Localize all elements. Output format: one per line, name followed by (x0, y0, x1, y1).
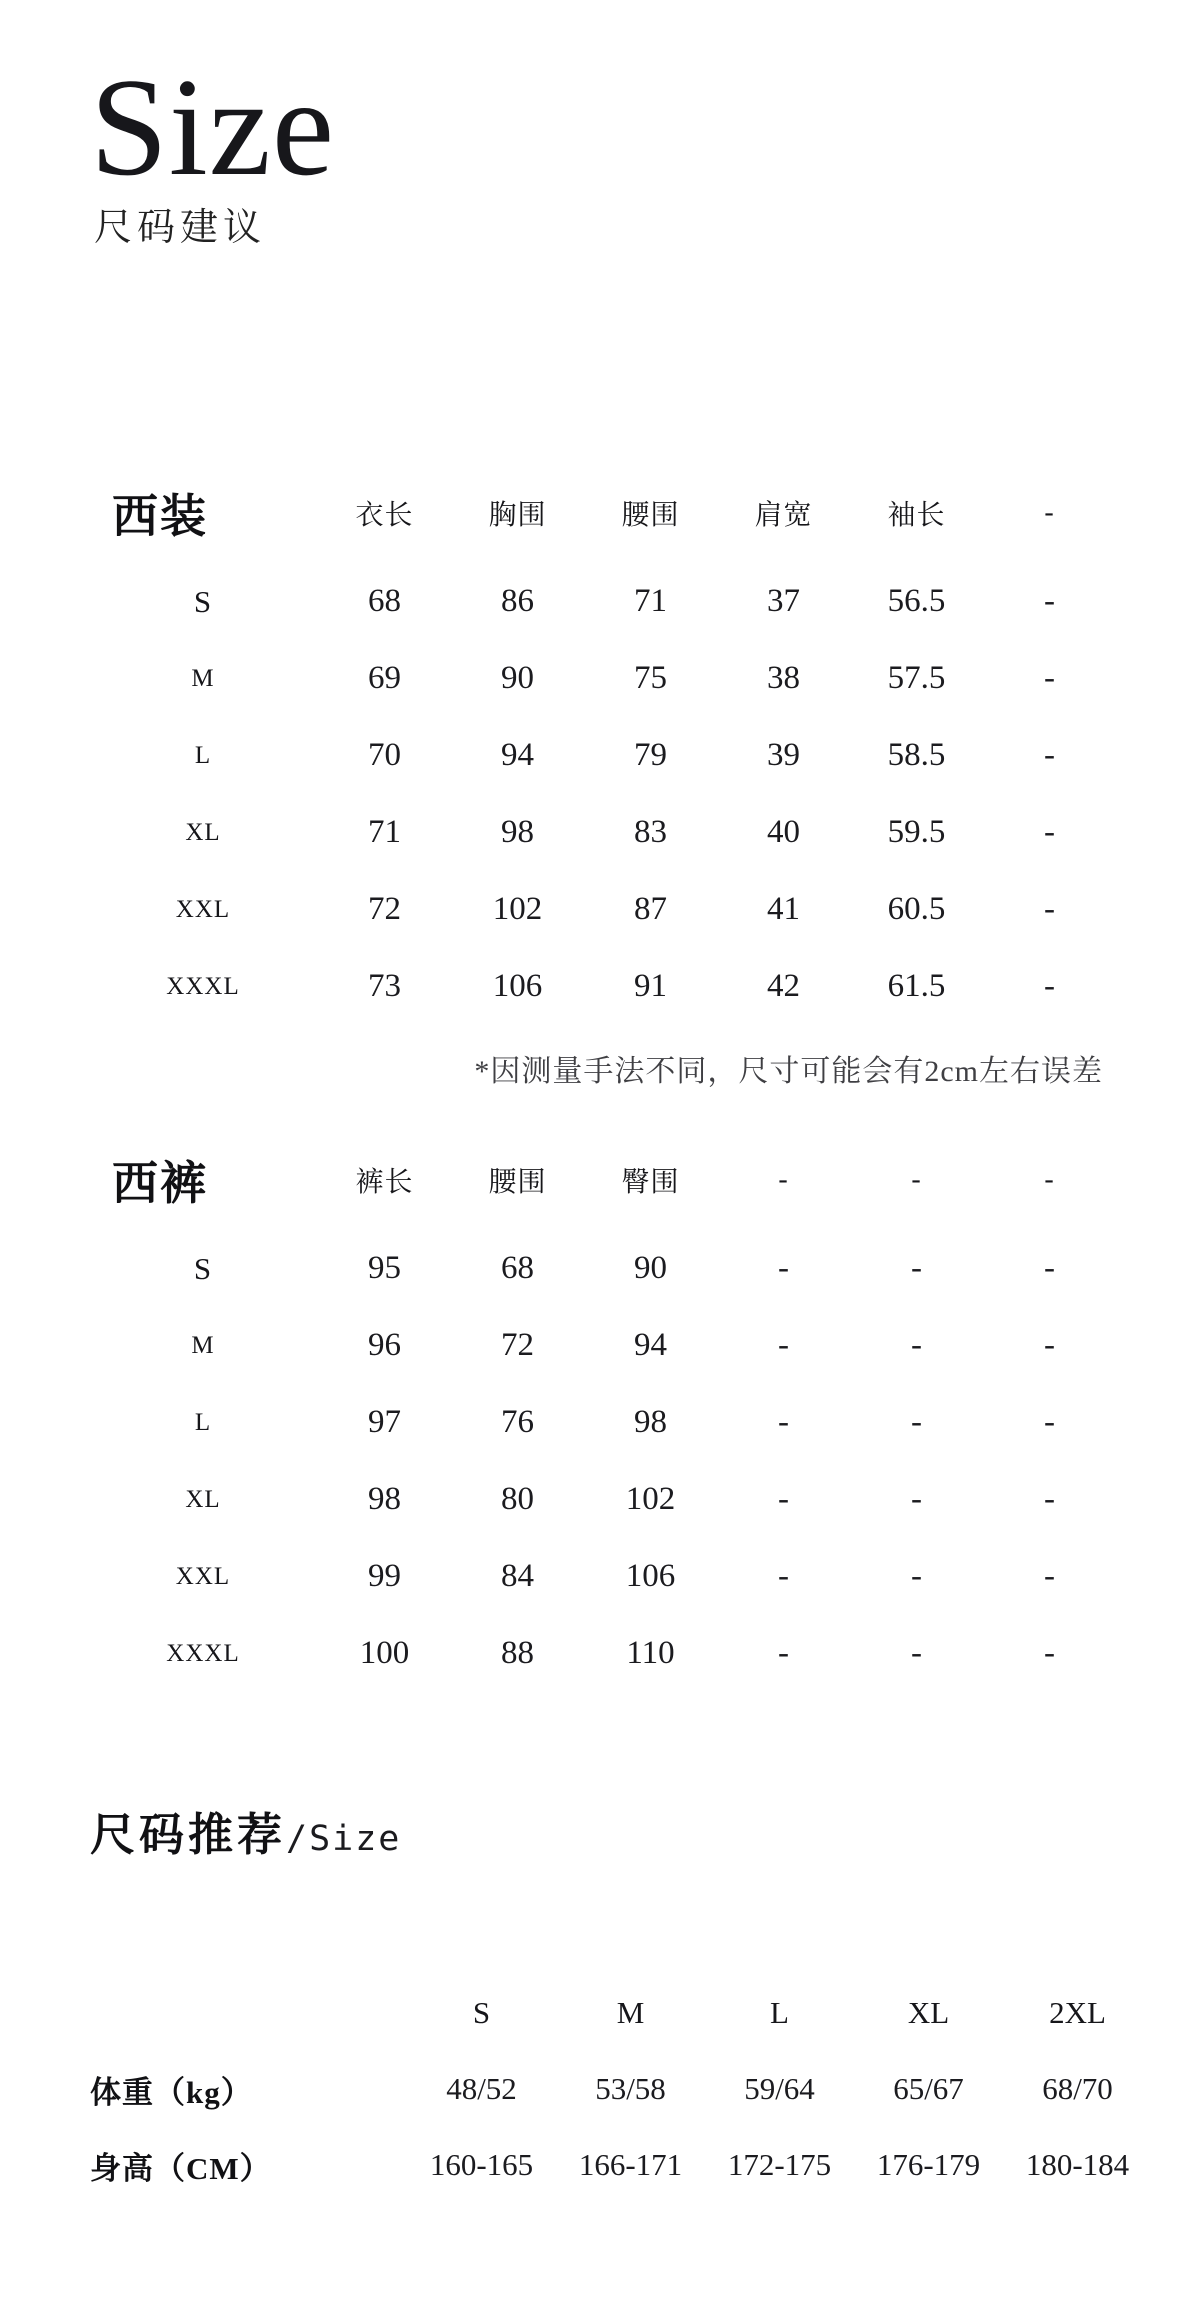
measure-value: - (911, 1635, 922, 1671)
size-label: XXL (175, 1562, 231, 1590)
row-label: 体重（kg） (90, 2074, 253, 2110)
height-row (90, 2127, 1152, 2203)
measure-value: - (1044, 1481, 1055, 1517)
measure-value: 91 (634, 968, 667, 1004)
table-row (88, 1461, 1123, 1538)
table-row (88, 1615, 1123, 1692)
measure-value: 41 (767, 891, 800, 927)
measure-value: - (1044, 1404, 1055, 1440)
measurement-note: *因测量手法不同，尺寸可能会有2cm左右误差 (474, 1055, 1103, 1088)
size-column-header: XL (907, 1995, 950, 2030)
measure-value: - (1044, 1250, 1055, 1286)
weight-value: 68/70 (1042, 2071, 1113, 2106)
size-label: M (191, 664, 215, 692)
measure-value: 60.5 (887, 891, 946, 927)
column-header: - (1044, 1164, 1055, 1195)
measure-value: 99 (368, 1558, 401, 1594)
size-label: XL (185, 818, 221, 846)
table-row (88, 1538, 1123, 1615)
suit-size-table (88, 463, 1123, 1025)
column-header: 衣长 (355, 500, 414, 531)
pants-table-rows (88, 1230, 1123, 1692)
height-value: 160-165 (429, 2147, 534, 2182)
table-row (88, 563, 1123, 640)
measure-value: - (911, 1250, 922, 1286)
weight-value: 53/58 (595, 2071, 666, 2106)
measure-value: - (1044, 1327, 1055, 1363)
size-label: XXL (175, 895, 231, 923)
size-label: M (191, 1331, 215, 1359)
suit-table-title: 西装 (112, 491, 208, 542)
measure-value: - (778, 1635, 789, 1671)
measure-value: 90 (501, 660, 534, 696)
measure-value: 94 (501, 737, 534, 773)
recommendation-table (90, 1975, 1152, 2203)
measure-value: 94 (634, 1327, 667, 1363)
table-row (88, 871, 1123, 948)
measure-value: 42 (767, 968, 800, 1004)
measure-value: 98 (501, 814, 534, 850)
measure-value: 61.5 (887, 968, 946, 1004)
measure-value: 98 (634, 1404, 667, 1440)
table-row (88, 948, 1123, 1025)
measure-value: - (1044, 891, 1055, 927)
measure-value: 68 (501, 1250, 534, 1286)
column-header: 腰围 (621, 500, 680, 531)
measure-value: 69 (368, 660, 401, 696)
weight-row (90, 2051, 1152, 2127)
recommendation-heading (90, 1798, 401, 1863)
measure-value: - (1044, 660, 1055, 696)
measure-value: - (1044, 583, 1055, 619)
measure-value: 95 (368, 1250, 401, 1286)
measure-value: 59.5 (887, 814, 946, 850)
pants-table-header (88, 1130, 1123, 1230)
measure-value: 72 (368, 891, 401, 927)
height-value: 166-171 (578, 2147, 683, 2182)
measure-value: 38 (767, 660, 800, 696)
measure-value: 87 (634, 891, 667, 927)
measure-value: - (1044, 737, 1055, 773)
measure-value: 90 (634, 1250, 667, 1286)
measure-value: 72 (501, 1327, 534, 1363)
measure-value: 80 (501, 1481, 534, 1517)
measure-value: - (1044, 1635, 1055, 1671)
table-row (88, 794, 1123, 871)
column-header: - (911, 1164, 922, 1195)
measure-value: 73 (368, 968, 401, 1004)
size-label: S (193, 583, 213, 619)
size-label: XL (185, 1485, 221, 1513)
column-header: 裤长 (355, 1167, 414, 1198)
suit-table-header (88, 463, 1123, 563)
pants-table-title: 西裤 (112, 1158, 208, 1209)
measure-value: 84 (501, 1558, 534, 1594)
height-value: 172-175 (727, 2147, 832, 2182)
recommendation-header-row (90, 1975, 1152, 2051)
measure-value: 86 (501, 583, 534, 619)
measure-value: - (911, 1558, 922, 1594)
size-label: L (194, 741, 212, 769)
measure-value: - (911, 1404, 922, 1440)
measure-value: 71 (368, 814, 401, 850)
measure-value: 102 (625, 1481, 676, 1517)
table-row (88, 1307, 1123, 1384)
measure-value: 83 (634, 814, 667, 850)
column-header: 胸围 (488, 500, 547, 531)
page-subtitle: 尺码建议 (94, 207, 267, 249)
measure-value: 71 (634, 583, 667, 619)
column-header: - (778, 1164, 789, 1195)
measure-value: 110 (626, 1635, 675, 1671)
measure-value: - (778, 1250, 789, 1286)
column-header: 腰围 (488, 1167, 547, 1198)
weight-value: 59/64 (744, 2071, 815, 2106)
measure-value: - (778, 1558, 789, 1594)
measure-value: 98 (368, 1481, 401, 1517)
measure-value: 57.5 (887, 660, 946, 696)
size-column-header: S (472, 1995, 491, 2030)
measure-value: 102 (492, 891, 543, 927)
recommendation-heading-en: /Size (286, 1819, 402, 1859)
measure-value: 97 (368, 1404, 401, 1440)
column-header: - (1044, 497, 1055, 528)
measure-value: 76 (501, 1404, 534, 1440)
measure-value: 39 (767, 737, 800, 773)
table-row (88, 1384, 1123, 1461)
measure-value: 106 (625, 1558, 676, 1594)
measure-value: 58.5 (887, 737, 946, 773)
height-value: 176-179 (876, 2147, 981, 2182)
table-row (88, 717, 1123, 794)
row-label: 身高（CM） (90, 2150, 272, 2186)
table-row (88, 640, 1123, 717)
size-label: L (194, 1408, 212, 1436)
page-title: Size (90, 50, 336, 205)
measure-value: 56.5 (887, 583, 946, 619)
measure-value: - (911, 1327, 922, 1363)
measure-value: - (911, 1481, 922, 1517)
size-label: XXXL (166, 972, 240, 1000)
weight-value: 65/67 (893, 2071, 964, 2106)
weight-value: 48/52 (446, 2071, 517, 2106)
suit-table-rows (88, 563, 1123, 1025)
measure-value: - (1044, 968, 1055, 1004)
pants-size-table (88, 1130, 1123, 1692)
height-value: 180-184 (1025, 2147, 1130, 2182)
measure-value: 70 (368, 737, 401, 773)
size-label: S (193, 1250, 213, 1286)
size-column-header: M (616, 1995, 645, 2030)
column-header: 肩宽 (754, 500, 813, 531)
measure-value: - (778, 1404, 789, 1440)
table-row (88, 1230, 1123, 1307)
column-header: 袖长 (887, 500, 946, 531)
measure-value: 106 (492, 968, 543, 1004)
measure-value: - (778, 1481, 789, 1517)
measure-value: - (778, 1327, 789, 1363)
recommendation-heading-zh: 尺码推荐 (90, 1810, 287, 1860)
measure-value: 75 (634, 660, 667, 696)
measure-value: 40 (767, 814, 800, 850)
measure-value: 100 (359, 1635, 410, 1671)
column-header: 臀围 (621, 1167, 680, 1198)
measure-value: 37 (767, 583, 800, 619)
size-label: XXXL (166, 1639, 240, 1667)
measure-value: - (1044, 814, 1055, 850)
measure-value: - (1044, 1558, 1055, 1594)
measure-value: 79 (634, 737, 667, 773)
measure-value: 68 (368, 583, 401, 619)
size-column-header: 2XL (1049, 1995, 1106, 2030)
measure-value: 96 (368, 1327, 401, 1363)
size-column-header: L (770, 1995, 789, 2030)
measure-value: 88 (501, 1635, 534, 1671)
